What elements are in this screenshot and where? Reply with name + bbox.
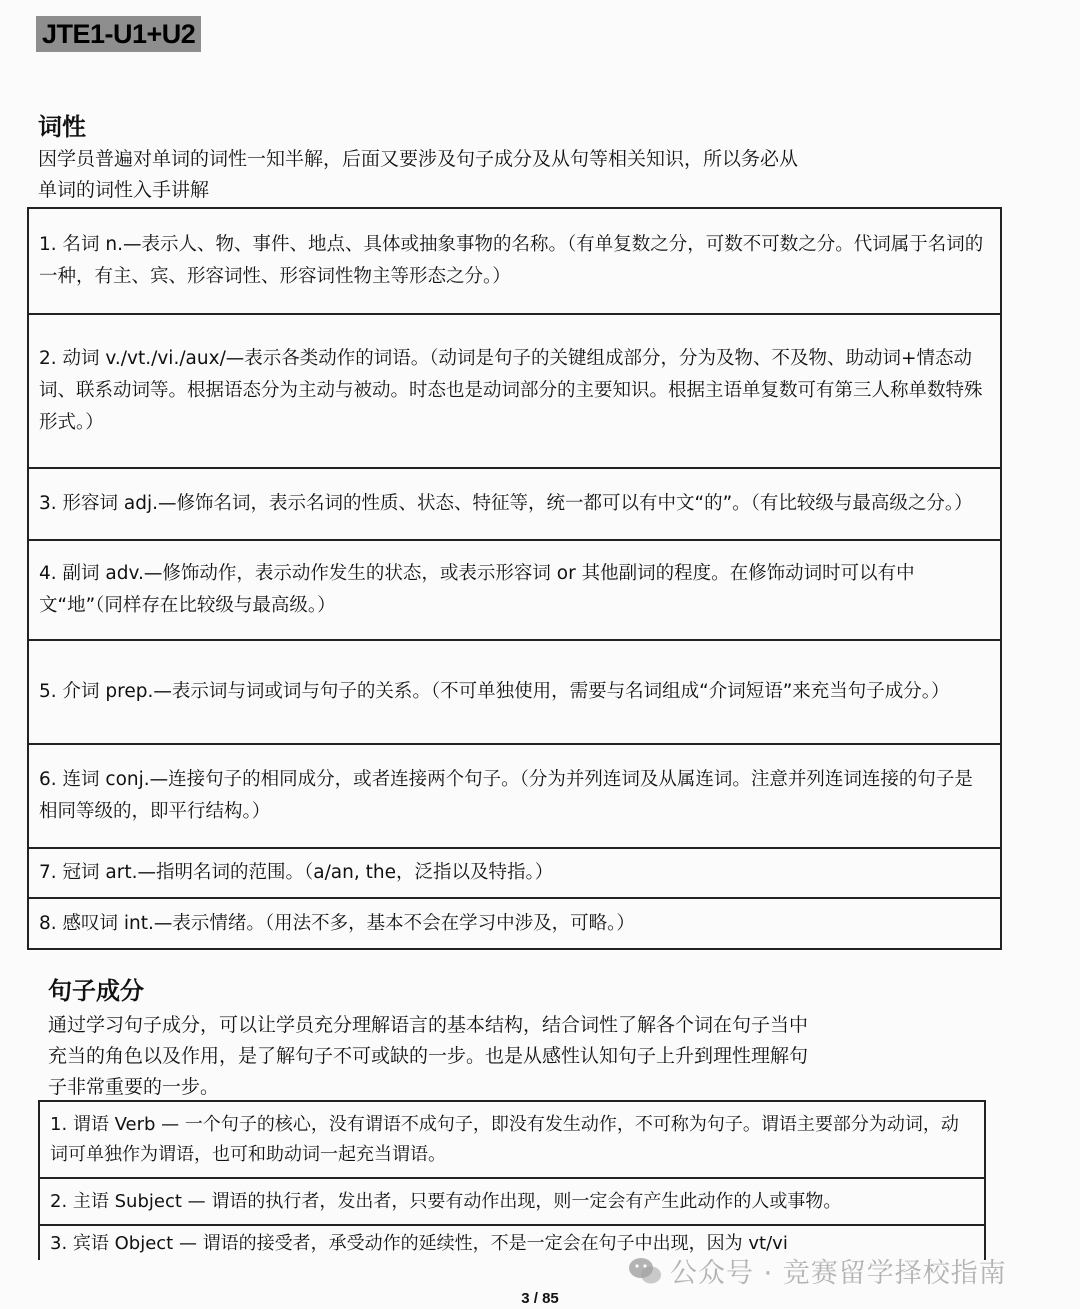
section-title-sentence-components: 句子成分 — [48, 977, 144, 1005]
section-title-parts-of-speech: 词性 — [38, 113, 86, 141]
table-row: 1. 谓语 Verb — 一个句子的核心，没有谓语不成句子，即没有发生动作，不可称为句子。谓语主要部分为动词，动词可单独作为谓语，也可和助动词一起充当谓语。 — [50, 1113, 959, 1165]
section-intro-sentence-components: 通过学习句子成分，可以让学员充分理解语言的基本结构，结合词性了解各个词在句子当中 充当的角色以及作用，是了解句子不可或缺的一步。也是从感性认知句子上升到理性理解句 子非常重要的一步。 — [48, 1014, 809, 1098]
table-row: 6. 连词 conj.—连接句子的相同成分，或者连接两个句子。（分为并列连词及从属连词。注意并列连词连接的句子是相同等级的，即平行结构。） — [29, 743, 1000, 847]
wechat-icon — [628, 1256, 662, 1286]
table-row: 4. 副词 adv.—修饰动作，表示动作发生的状态，或表示形容词 or 其他副词的程度。在修饰动词时可以有中文“地”（同样存在比较级与最高级。） — [29, 539, 1000, 639]
table-row: 3. 宾语 Object — 谓语的接受者，承受动作的延续性，不是一定会在句子中出现，因为 vt/vi — [40, 1224, 984, 1262]
table-row: 2. 动词 v./vt./vi./aux/—表示各类动作的词语。（动词是句子的关键组成部分，分为及物、不及物、助动词+情态动词、联系动词等。根据语态分为主动与被动。时态也是动词部分的主要知识。根据主语单复数可有第三人称单数特殊形式。） — [29, 313, 1000, 467]
table-row: 5. 介词 prep.—表示词与词或词与句子的关系。（不可单独使用，需要与名词组成“介词短语”来充当句子成分。） — [29, 639, 1000, 743]
watermark-text: 公众号 · 竞赛留学择校指南 — [670, 1258, 1007, 1289]
table-row: 1. 名词 n.—表示人、物、事件、地点、具体或抽象事物的名称。（有单复数之分，可数不可数之分。代词属于名词的一种，有主、宾、形容词性、形容词性物主等形态之分。） — [39, 234, 984, 287]
table-row: 7. 冠词 art.—指明名词的范围。（a/an, the，泛指以及特指。） — [29, 847, 1000, 897]
watermark — [628, 1251, 1007, 1290]
table-row: 3. 形容词 adj.—修饰名词，表示名词的性质、状态、特征等，统一都可以有中文“的”。（有比较级与最高级之分。） — [29, 467, 1000, 539]
document-tag: JTE1-U1+U2 — [36, 16, 201, 52]
sentence-components-table — [38, 1100, 986, 1260]
section-intro-parts-of-speech: 因学员普遍对单词的词性一知半解，后面又要涉及句子成分及从句等相关知识，所以务必从 单词的词性入手讲解 — [38, 148, 799, 201]
parts-of-speech-table — [27, 207, 1002, 950]
table-row: 2. 主语 Subject — 谓语的执行者，发出者，只要有动作出现，则一定会有产生此动作的人或事物。 — [40, 1177, 984, 1224]
table-row: 8. 感叹词 int.—表示情绪。（用法不多，基本不会在学习中涉及，可略。） — [29, 897, 1000, 948]
page-number: 3 / 85 — [521, 1290, 559, 1307]
